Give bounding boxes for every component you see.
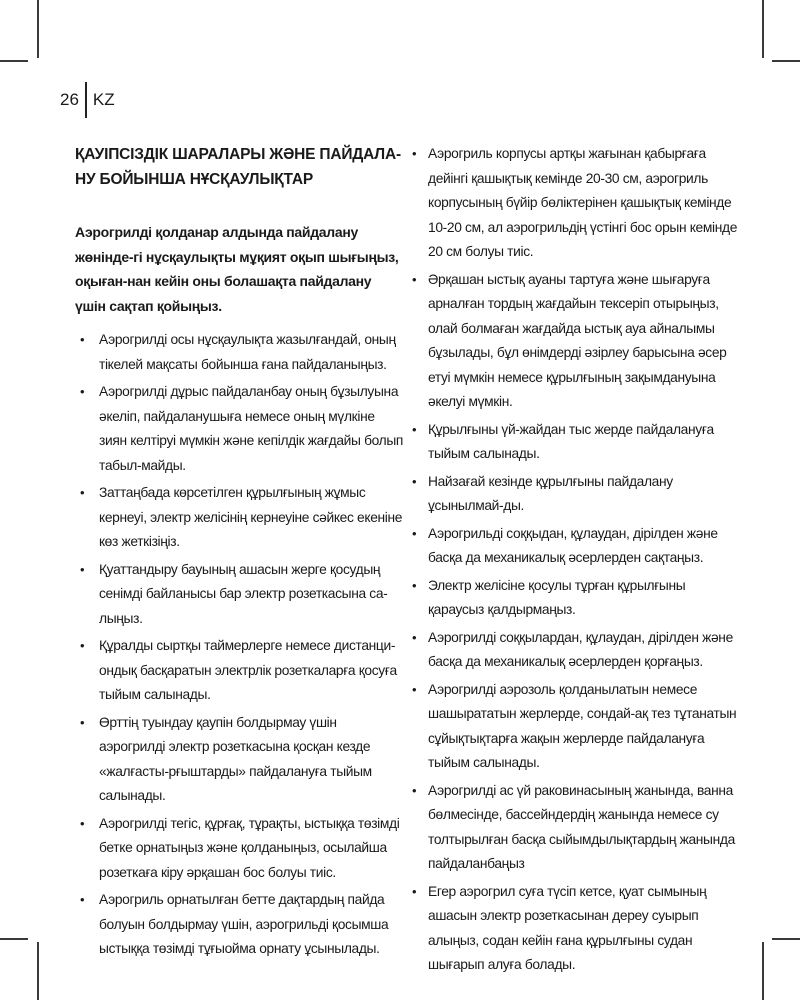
- crop-mark-top-right-h: [772, 60, 800, 62]
- crop-mark-top-left-h: [0, 60, 28, 62]
- list-item: • Аэрогрилді аэрозоль қолданылатын немесе шашырататын жерлерде, сондай-ақ тез тұтанатын сұйықтықтарға жақын жерлерде пайдалануға тыйым салынады.: [412, 678, 742, 776]
- list-item: • Электр желісіне қосулы тұрған құрылғыны қараусыз қалдырмаңыз.: [412, 574, 742, 623]
- list-item: • Аэрогрилді осы нұсқаулықта жазылғандай, оның тікелей мақсаты бойынша ғана пайдаланыңыз.: [75, 328, 405, 377]
- section-title: ҚАУІПСІЗДІК ШАРАЛАРЫ ЖӘНЕ ПАЙДАЛА-НУ БОЙЫНША НҰСҚАУЛЫҚТАР: [75, 146, 401, 188]
- list-item: • Аэрогриль орнатылған бетте дақтардың пайда болуын болдырмау үшін, аэрогрильді қосымша ыстыққа төзімді тұғыойма орнату ұсынылады.: [75, 888, 405, 962]
- page-header: [60, 81, 115, 119]
- crop-mark-bottom-left: [37, 942, 39, 1000]
- list-item: • Өрттің туындау қаупін болдырмау үшін аэрогрилді электр розеткасына қосқан кезде «жалғасты-рғыштарды» пайдалануға тыйым салынады.: [75, 711, 405, 809]
- list-item: • Егер аэрогрил суға түсіп кетсе, қуат сымының ашасын электр розеткасынан дереу суырып алыңыз, содан кейін ғана құрылғыны судан шығарып алуға болады.: [412, 880, 742, 978]
- right-bullet-list: [412, 142, 742, 978]
- left-column: [75, 142, 405, 965]
- list-item: • Аэрогриль корпусы артқы жағынан қабырғаға дейінгі қашықтық кемінде 20-30 см, аэрогриль корпусының бүйір бөліктерінен қашықтық кемінде 10-20 см, ал аэрогрильдің үстінгі бос орын кемінде 20 см болуы тиіс.: [412, 142, 742, 265]
- list-item: • Аэрогрилді ас үй раковинасының жанында, ванна бөлмесінде, бассейндердің жанында немесе су толтырылған басқа сыйымдылықтардың жанында пайдаланбаңыз: [412, 779, 742, 877]
- intro-paragraph: Аэрогрилді қолданар алдында пайдалану жөнінде-гі нұсқаулықты мұқият оқып шығыңыз, оқыған-нан кейін оны болашақта пайдалану үшін сақтап қойыңыз.: [75, 224, 399, 314]
- left-bullet-list: [75, 328, 405, 962]
- right-column: [412, 142, 742, 981]
- list-item: • Аэрогрилді соққылардан, құлаудан, дірілден және басқа да механикалық әсерлерден қорғаңыз.: [412, 626, 742, 675]
- page-number: 26: [60, 90, 79, 109]
- crop-mark-bottom-left-h: [0, 938, 28, 940]
- crop-mark-bottom-right: [762, 942, 764, 1000]
- list-item: • Аэрогрилді дұрыс пайдаланбау оның бұзылуына әкеліп, пайдаланушыға немесе оның мүлкіне зиян келтіруі мүмкін және кепілдік жағдайы болып табыл-майды.: [75, 380, 405, 478]
- list-item: • Аэрогрильді соққыдан, құлаудан, дірілден және басқа да механикалық әсерлерден сақтаңыз.: [412, 522, 742, 571]
- crop-mark-top-left: [37, 0, 39, 58]
- crop-mark-top-right: [762, 0, 764, 58]
- language-code: KZ: [92, 90, 115, 109]
- list-item: • Найзағай кезінде құрылғыны пайдалану ұсынылмай-ды.: [412, 470, 742, 519]
- list-item: • Құралды сыртқы таймерлерге немесе дистанци-ондық басқаратын электрлік розеткаларға қосуға тыйым салынады.: [75, 634, 405, 708]
- list-item: • Құрылғыны үй-жайдан тыс жерде пайдалануға тыйым салынады.: [412, 418, 742, 467]
- list-item: • Аэрогрилді тегіс, құрғақ, тұрақты, ыстыққа төзімді бетке орнатыңыз және қолданыңыз, осылайша розеткаға кіру әрқашан бос болуы тиіс.: [75, 812, 405, 886]
- list-item: • Қуаттандыру бауының ашасын жерге қосудың сенімді байланысы бар электр розеткасына са-лыңыз.: [75, 558, 405, 632]
- crop-mark-bottom-right-h: [772, 938, 800, 940]
- list-item: • Заттаңбада көрсетілген құрылғының жұмыс кернеуі, электр желісінің кернеуіне сәйкес екеніне көз жеткізіңіз.: [75, 481, 405, 555]
- list-item: • Әрқашан ыстық ауаны тартуға және шығаруға арналған тордың жағдайын тексеріп отырыңыз, олай болмаған жағдайда ыстық ауа айналымы бұзылады, бұл өнімдерді әзірлеу барысына әсер етуі мүмкін немесе құрылғының зақымдануына әкелуі мүмкін.: [412, 268, 742, 415]
